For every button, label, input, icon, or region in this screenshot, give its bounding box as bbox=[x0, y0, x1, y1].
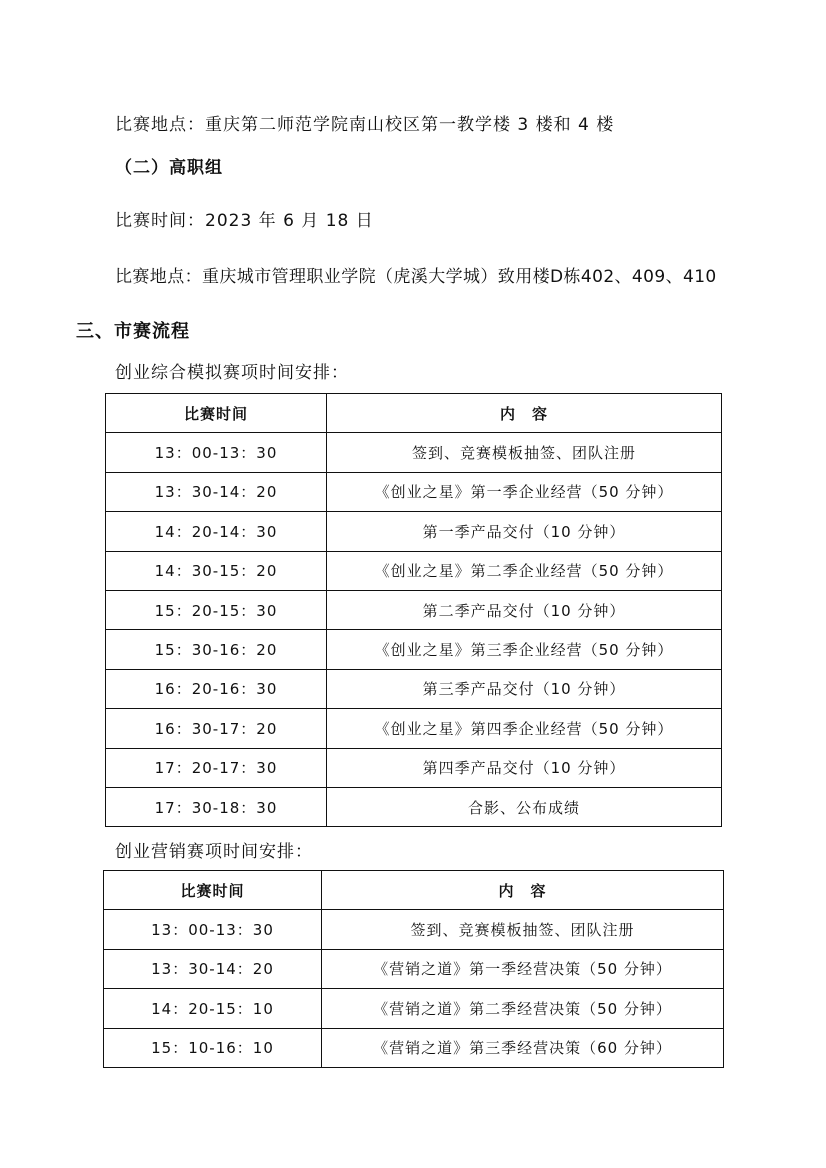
schedule-table-comprehensive bbox=[105, 393, 722, 827]
content-cell: 签到、竞赛模板抽签、团队注册 bbox=[327, 433, 722, 472]
content-cell: 第四季产品交付（10 分钟） bbox=[327, 748, 722, 787]
table-row bbox=[106, 748, 722, 787]
time-cell: 13：00-13：30 bbox=[104, 910, 322, 949]
table-row bbox=[104, 989, 724, 1028]
table-row bbox=[104, 910, 724, 949]
table-row bbox=[106, 630, 722, 669]
time-cell: 13：00-13：30 bbox=[106, 433, 327, 472]
time-cell: 15：10-16：10 bbox=[104, 1028, 322, 1067]
content-cell: 《创业之星》第二季企业经营（50 分钟） bbox=[327, 551, 722, 590]
table-header-row bbox=[104, 871, 724, 910]
section-heading-process: 三、市赛流程 bbox=[76, 321, 190, 342]
schedule-table-marketing bbox=[103, 870, 724, 1068]
content-cell: 《营销之道》第一季经营决策（50 分钟） bbox=[322, 949, 724, 988]
time-cell: 16：20-16：30 bbox=[106, 669, 327, 708]
table-header-row bbox=[106, 394, 722, 433]
header-time: 比赛时间 bbox=[106, 394, 327, 433]
table-row bbox=[106, 512, 722, 551]
content-cell: 《营销之道》第三季经营决策（60 分钟） bbox=[322, 1028, 724, 1067]
time-cell: 15：30-16：20 bbox=[106, 630, 327, 669]
content-cell: 第二季产品交付（10 分钟） bbox=[327, 590, 722, 629]
header-time: 比赛时间 bbox=[104, 871, 322, 910]
table-row bbox=[106, 472, 722, 511]
table-row bbox=[106, 433, 722, 472]
table1-caption: 创业综合模拟赛项时间安排： bbox=[115, 363, 349, 383]
content-cell: 《创业之星》第三季企业经营（50 分钟） bbox=[327, 630, 722, 669]
table-row bbox=[104, 1028, 724, 1067]
content-cell: 第三季产品交付（10 分钟） bbox=[327, 669, 722, 708]
content-cell: 《创业之星》第四季企业经营（50 分钟） bbox=[327, 709, 722, 748]
table-row bbox=[106, 787, 722, 826]
table-row bbox=[106, 709, 722, 748]
content-cell: 《创业之星》第一季企业经营（50 分钟） bbox=[327, 472, 722, 511]
content-cell: 《营销之道》第二季经营决策（50 分钟） bbox=[322, 989, 724, 1028]
time-cell: 14：20-14：30 bbox=[106, 512, 327, 551]
venue-line-huxi: 比赛地点：重庆城市管理职业学院（虎溪大学城）致用楼D栋402、409、410 bbox=[115, 267, 717, 287]
time-cell: 16：30-17：20 bbox=[106, 709, 327, 748]
time-cell: 15：20-15：30 bbox=[106, 590, 327, 629]
table-row bbox=[106, 551, 722, 590]
table-row bbox=[106, 669, 722, 708]
header-content: 内 容 bbox=[327, 394, 722, 433]
table2-caption: 创业营销赛项时间安排： bbox=[115, 842, 313, 862]
time-cell: 13：30-14：20 bbox=[104, 949, 322, 988]
time-cell: 14：30-15：20 bbox=[106, 551, 327, 590]
table-row bbox=[106, 590, 722, 629]
header-content: 内 容 bbox=[322, 871, 724, 910]
table-row bbox=[104, 949, 724, 988]
time-cell: 14：20-15：10 bbox=[104, 989, 322, 1028]
section-heading-vocational: （二）高职组 bbox=[115, 158, 223, 178]
time-cell: 17：20-17：30 bbox=[106, 748, 327, 787]
time-cell: 13：30-14：20 bbox=[106, 472, 327, 511]
time-cell: 17：30-18：30 bbox=[106, 787, 327, 826]
content-cell: 第一季产品交付（10 分钟） bbox=[327, 512, 722, 551]
content-cell: 合影、公布成绩 bbox=[327, 787, 722, 826]
date-line: 比赛时间：2023 年 6 月 18 日 bbox=[115, 211, 374, 231]
venue-line-nanshan: 比赛地点：重庆第二师范学院南山校区第一教学楼 3 楼和 4 楼 bbox=[115, 115, 615, 135]
content-cell: 签到、竞赛模板抽签、团队注册 bbox=[322, 910, 724, 949]
